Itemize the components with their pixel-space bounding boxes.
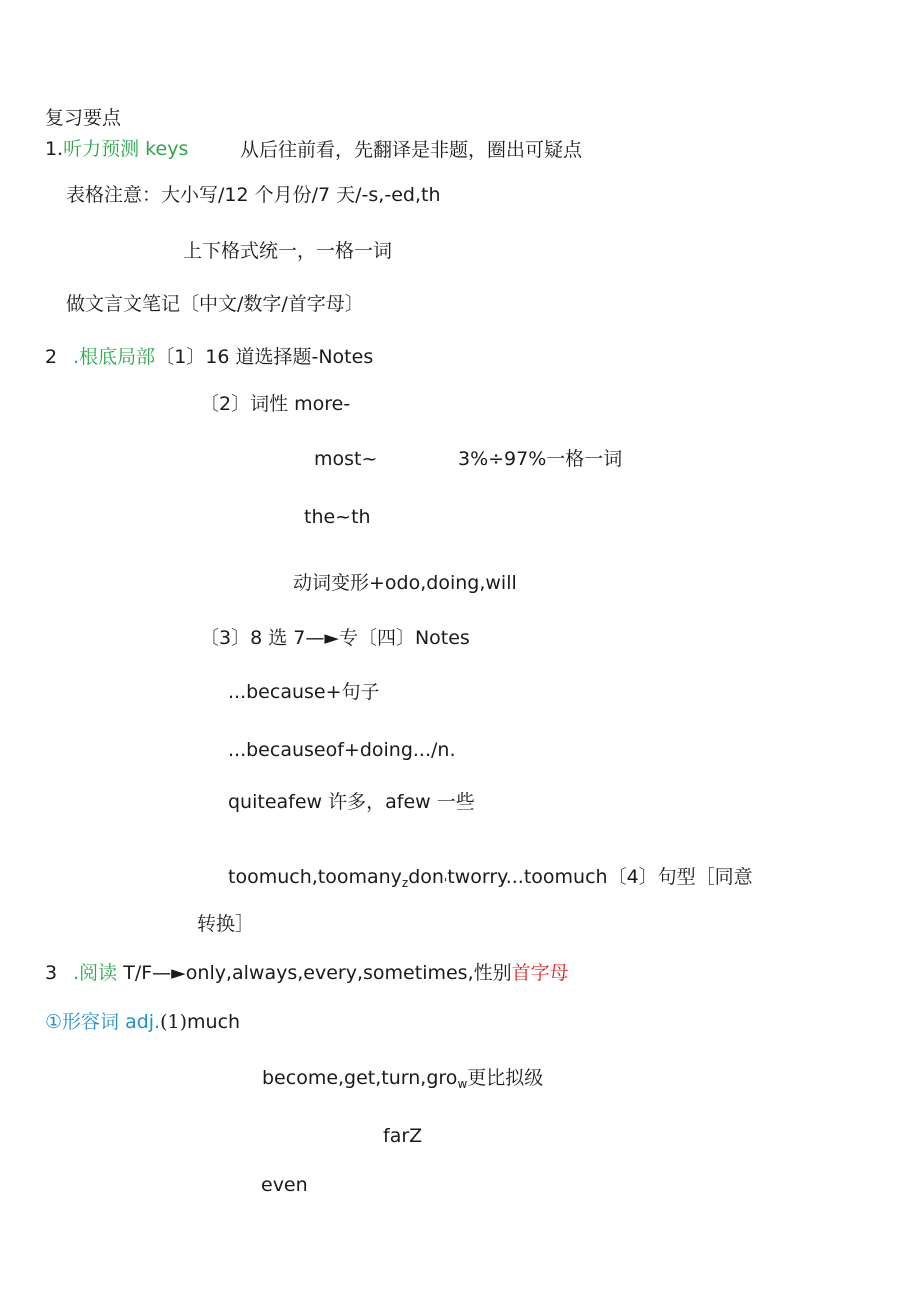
become-sub: w	[457, 1077, 468, 1091]
page-heading: 复习要点	[45, 107, 122, 129]
because-of: ...becauseof+doing.../n.	[228, 739, 456, 761]
section-2-item-1: 〔1〕16 道选择题-Notes	[155, 346, 374, 368]
adjective-label: ①形容词 adj.	[45, 1011, 161, 1033]
too-much-sub-2: '	[443, 876, 448, 890]
section-2-number: 2	[45, 346, 58, 368]
section-3-red: 首字母	[511, 962, 569, 984]
section-2-line	[45, 345, 373, 369]
too-much-b: don	[408, 866, 444, 888]
section-3-line	[45, 961, 569, 985]
section-1-line	[45, 137, 188, 161]
adjective-much: much	[187, 1011, 241, 1033]
section-1-label: 听力预测 keys	[63, 138, 189, 160]
section-1-number: 1.	[45, 138, 64, 160]
format-note: 上下格式统一，一格一词	[183, 240, 393, 262]
section-1-tip: 从后往前看，先翻译是非题，圈出可疑点	[240, 139, 583, 161]
percent-text: 3%÷97%一格一词	[458, 448, 623, 470]
too-much-line	[228, 865, 753, 895]
adjective-line	[45, 1010, 240, 1034]
become-line	[262, 1066, 543, 1096]
verb-form-text: 动词变形+odo,doing,will	[293, 572, 517, 594]
because-sentence: ...because+句子	[228, 681, 380, 703]
far-text: farZ	[383, 1125, 423, 1147]
become-a: become,get,turn,gro	[262, 1067, 458, 1089]
table-note: 表格注意：大小写/12 个月份/7 天/-s,-ed,th	[66, 184, 441, 206]
most-text: most~	[314, 448, 378, 470]
too-much-sub: z	[401, 876, 409, 890]
section-3-text: T/F—►only,always,every,sometimes,性别	[123, 962, 512, 984]
section-3-number: 3	[45, 962, 58, 984]
section-2-item-2: 〔2〕词性 more-	[200, 393, 351, 415]
too-much-a: toomuch,toomany	[228, 866, 402, 888]
notes-note: 做文言文笔记〔中文/数字/首字母〕	[66, 293, 364, 315]
the-th-text: the~th	[304, 506, 371, 528]
section-2-item-3: 〔3〕8 选 7—►专〔四〕Notes	[200, 627, 470, 649]
convert-text: 转换］	[197, 913, 255, 935]
become-b: 更比拟级	[467, 1067, 544, 1089]
too-much-c: tworry...toomuch〔4〕句型［同意	[447, 866, 753, 888]
adjective-paren: (1)	[160, 1011, 188, 1033]
even-text: even	[261, 1174, 308, 1196]
section-3-label: .阅读	[73, 962, 118, 984]
section-2-label: .根底局部	[73, 346, 156, 368]
quite-a-few: quiteafew 许多，afew 一些	[228, 791, 475, 813]
